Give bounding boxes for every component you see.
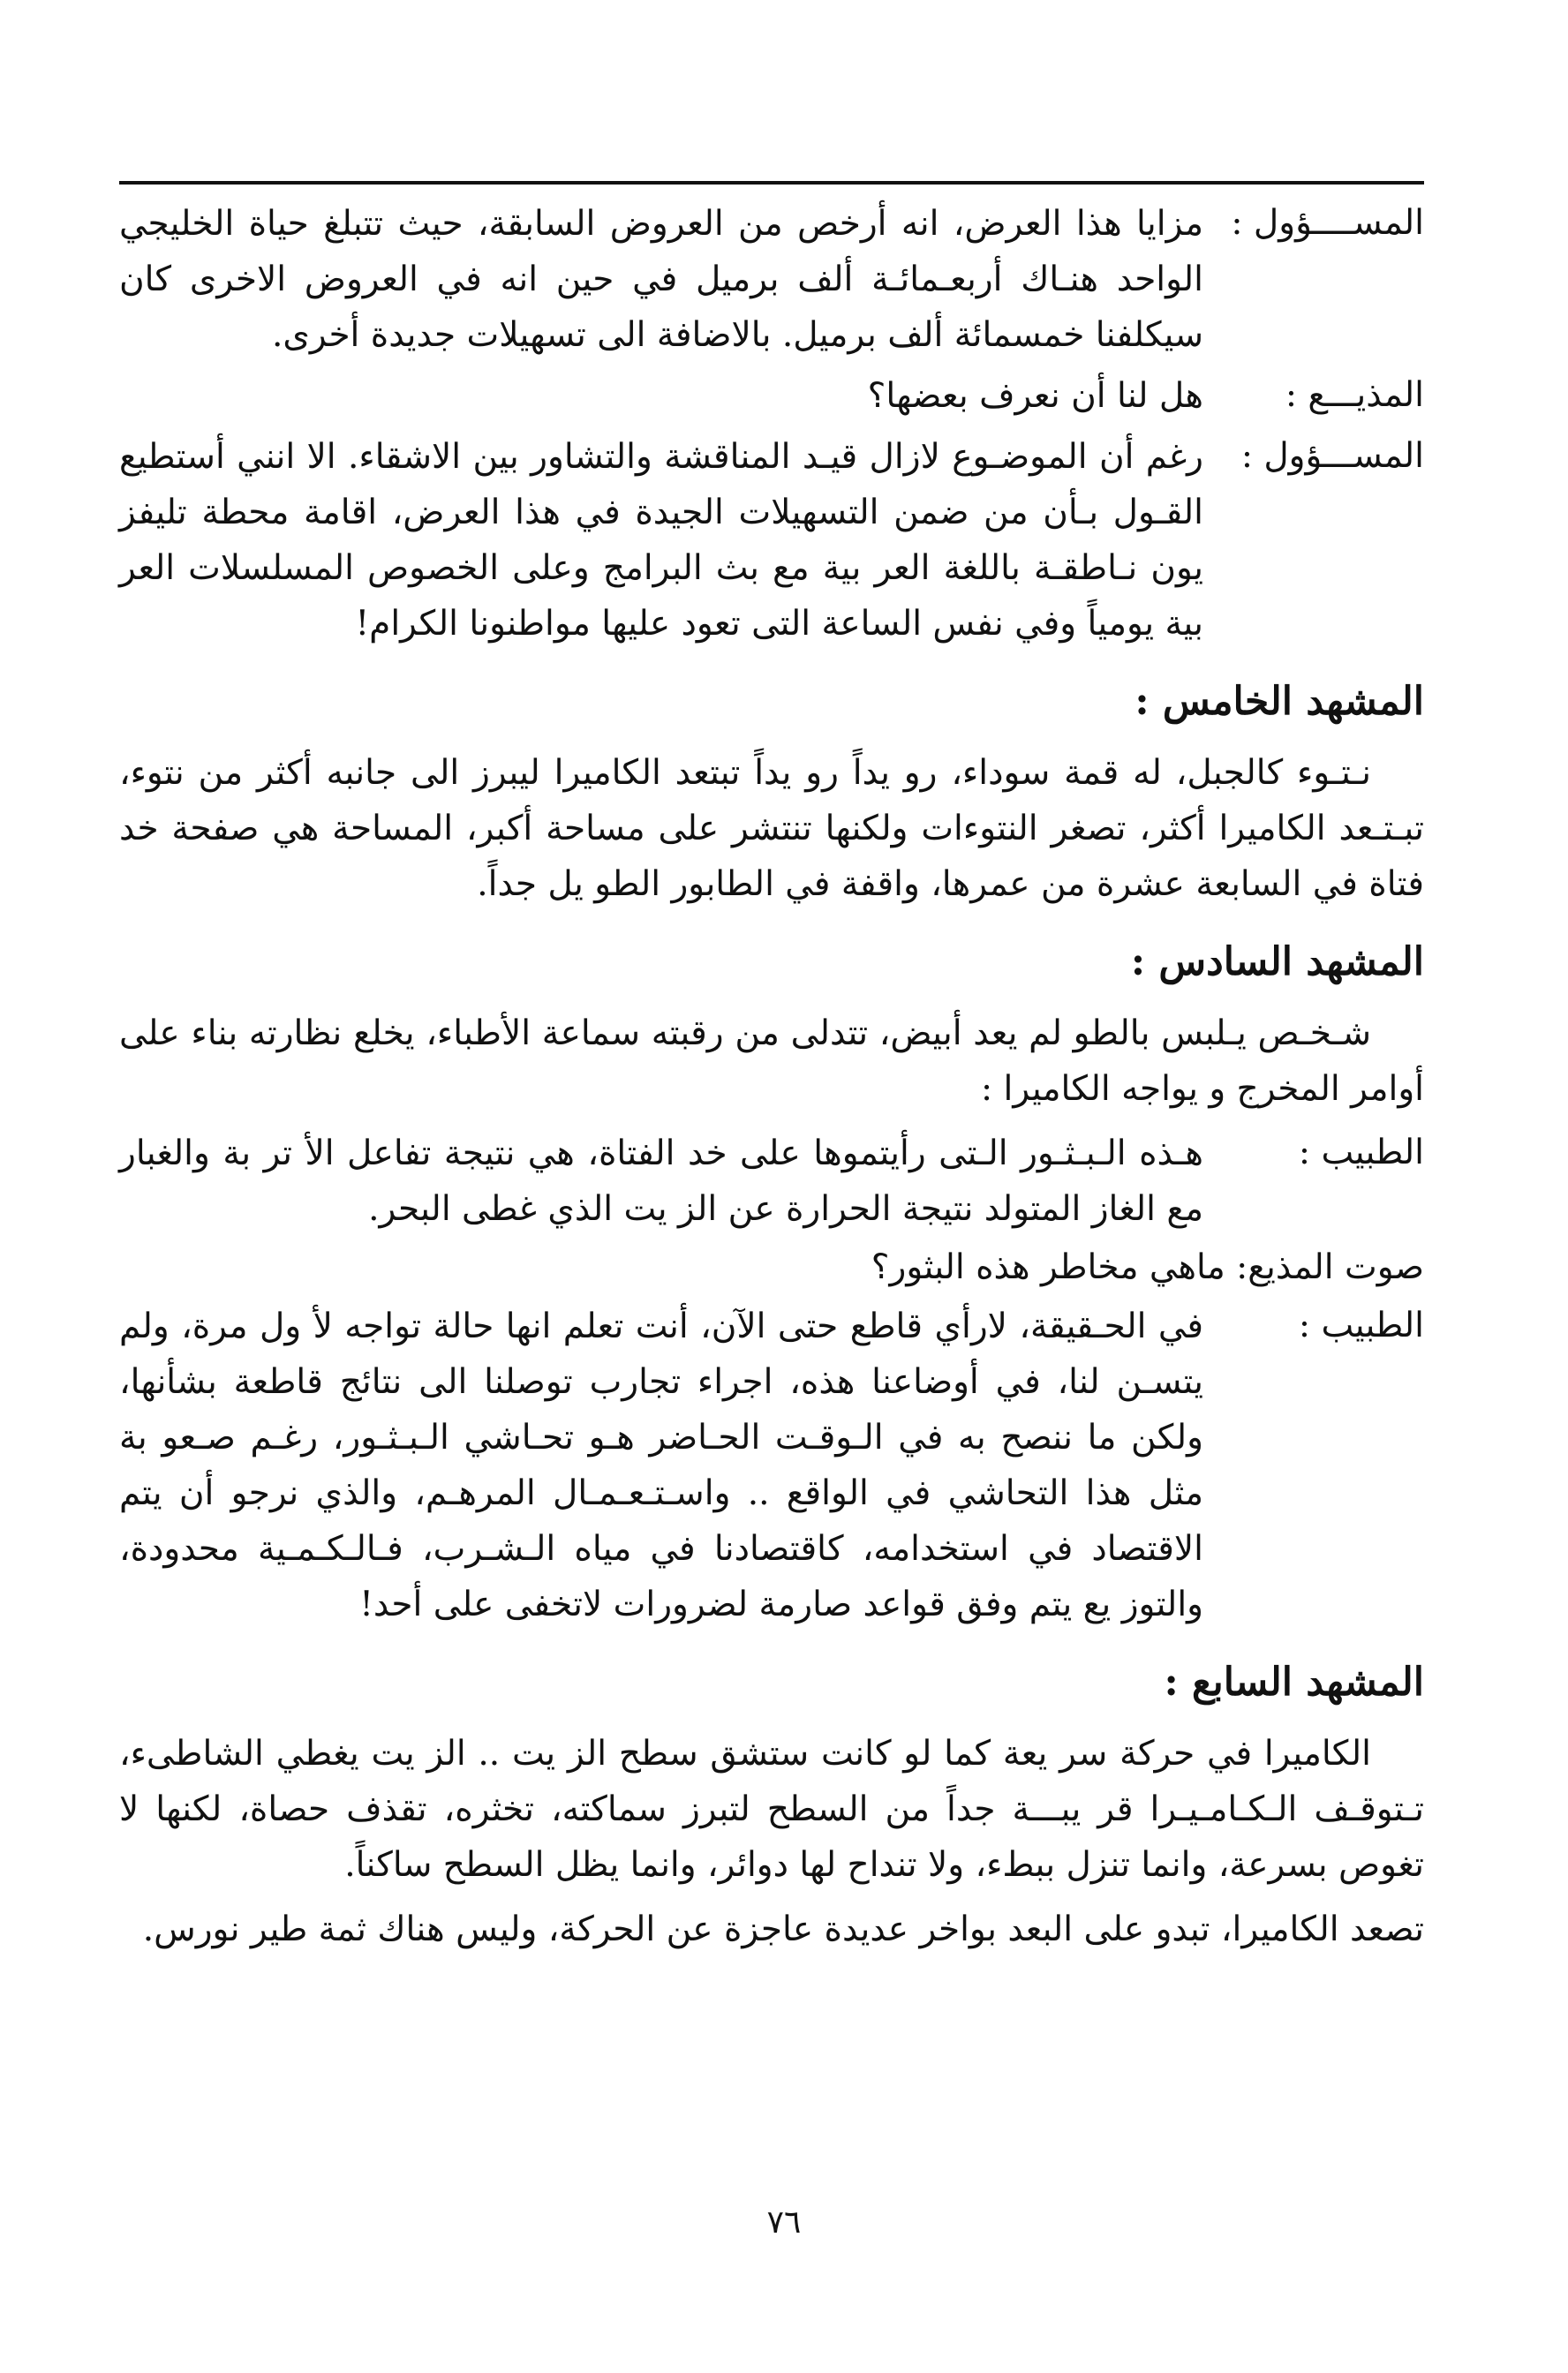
speech-text: هـذه الـبـثـور الـتى رأيتموها على خد الفتاة، هي نتيجة تفاعل الأ تر بة والغبار مع الغاز المتولد نتيجة الحرارة عن الز يت الذي غطى البحر. xyxy=(119,1134,1203,1229)
dialogue-line xyxy=(119,368,1424,424)
closing-line: تصعد الكاميرا، تبدو على البعد بواخر عديدة عاجزة عن الحركة، وليس هناك ثمة طير نورس. xyxy=(142,1910,1424,1949)
scene-paragraph: نـتـوء كالجبل، له قمة سوداء، رو يداً رو يداً تبتعد الكاميرا ليبرز الى جانبه أكثر من نتوء، تبـتـعد الكاميرا أكثر، تصغر النتوءات ولكنها تنتشر على مساحة أكبر، المساحة هي صفحة خد فتاة في السابعة عشرة من عمرها، واقفة في الطابور الطو يل جداً. xyxy=(119,753,1424,904)
speech-text: هل لنا أن نعرف بعضها؟ xyxy=(867,376,1203,416)
top-rule xyxy=(119,181,1424,185)
speech-text: في الحـقيقة، لارأي قاطع حتى الآن، أنت تعلم انها حالة تواجه لأ ول مرة، ولم يتسـن لنا، في أوضاعنا هذه، اجراء تجارب توصلنا الى نتائج قاطعة بشأنها، ولكن ما ننصح به في الـوقـت الحـاضر هـو تحـاشي الـبـثـور، رغـم صـعو بة مثل هذا التحاشي في الواقع .. واسـتـعـمـال المرهـم، والذي نرجو أن يتم الاقتصاد في استخدامه، كاقتصادنا في مياه الـشـرب، فـالـكـمـية محدودة، والتوز يع يتم وفق قواعد صارمة لضرورات لاتخفى على أحد! xyxy=(119,1307,1203,1624)
speaker-label: الطبيب : xyxy=(1298,1306,1424,1345)
dialogue-line xyxy=(119,1126,1424,1237)
announcer-voice-line: صوت المذيع: ماهي مخاطر هذه البثور؟ xyxy=(871,1247,1424,1287)
speaker-label: المســــؤول : xyxy=(1231,203,1424,243)
scene-heading: المشهد السادس : xyxy=(1130,939,1424,984)
speech-text: رغم أن الموضـوع لازال قيـد المناقشة والتشاور بين الاشقاء. الا انني أستطيع القـول بـأن من ضمن التسهيلات الجيدة في هذا العرض، اقامة محطة تليفز يون نـاطقـة باللغة العر بية مع بث البرامج وعلى الخصوص المسلسلات العر بية يومياً وفي نفس الساعة التى تعود عليها مواطنونا الكرام! xyxy=(119,437,1203,644)
scene-paragraph: الكاميرا في حركة سر يعة كما لو كانت ستشق سطح الز يت .. الز يت يغطي الشاطىء، تـتوقـف الـكـامـيـرا قر يبـــة جداً من السطح لتبرز سماكته، تخثره، تقذف حصاة، لكنها لا تغوص بسرعة، وانما تنزل ببطء، ولا تنداح لها دوائر، وانما يظل السطح ساكناً. xyxy=(119,1734,1424,1885)
speaker-label: الطبيب : xyxy=(1298,1133,1424,1172)
speaker-label: المذيـــع : xyxy=(1285,375,1424,415)
page-content xyxy=(119,196,1424,1966)
scene-heading: المشهد السابع : xyxy=(1164,1660,1424,1705)
dialogue-line xyxy=(119,196,1424,363)
page-number: ٧٦ xyxy=(766,2204,802,2241)
scene-heading: المشهد الخامس : xyxy=(1135,679,1424,724)
scene-paragraph: شـخـص يـلبس بالطو لم يعد أبيض، تتدلى من رقبته سماعة الأطباء، يخلع نظارته بناء على أوامر المخرج و يواجه الكاميرا : xyxy=(119,1013,1424,1109)
dialogue-line xyxy=(119,1299,1424,1632)
speaker-label: المســـؤول : xyxy=(1240,436,1424,476)
speech-text: مزايا هذا العرض، انه أرخص من العروض السابقة، حيث تتبلغ حياة الخليجي الواحد هنـاك أربعـمائـة ألف برميل في حين انه في العروض الاخرى كان سيكلفنا خمسمائة ألف برميل. بالاضافة الى تسهيلات جديدة أخرى. xyxy=(119,204,1203,355)
dialogue-line xyxy=(119,429,1424,652)
